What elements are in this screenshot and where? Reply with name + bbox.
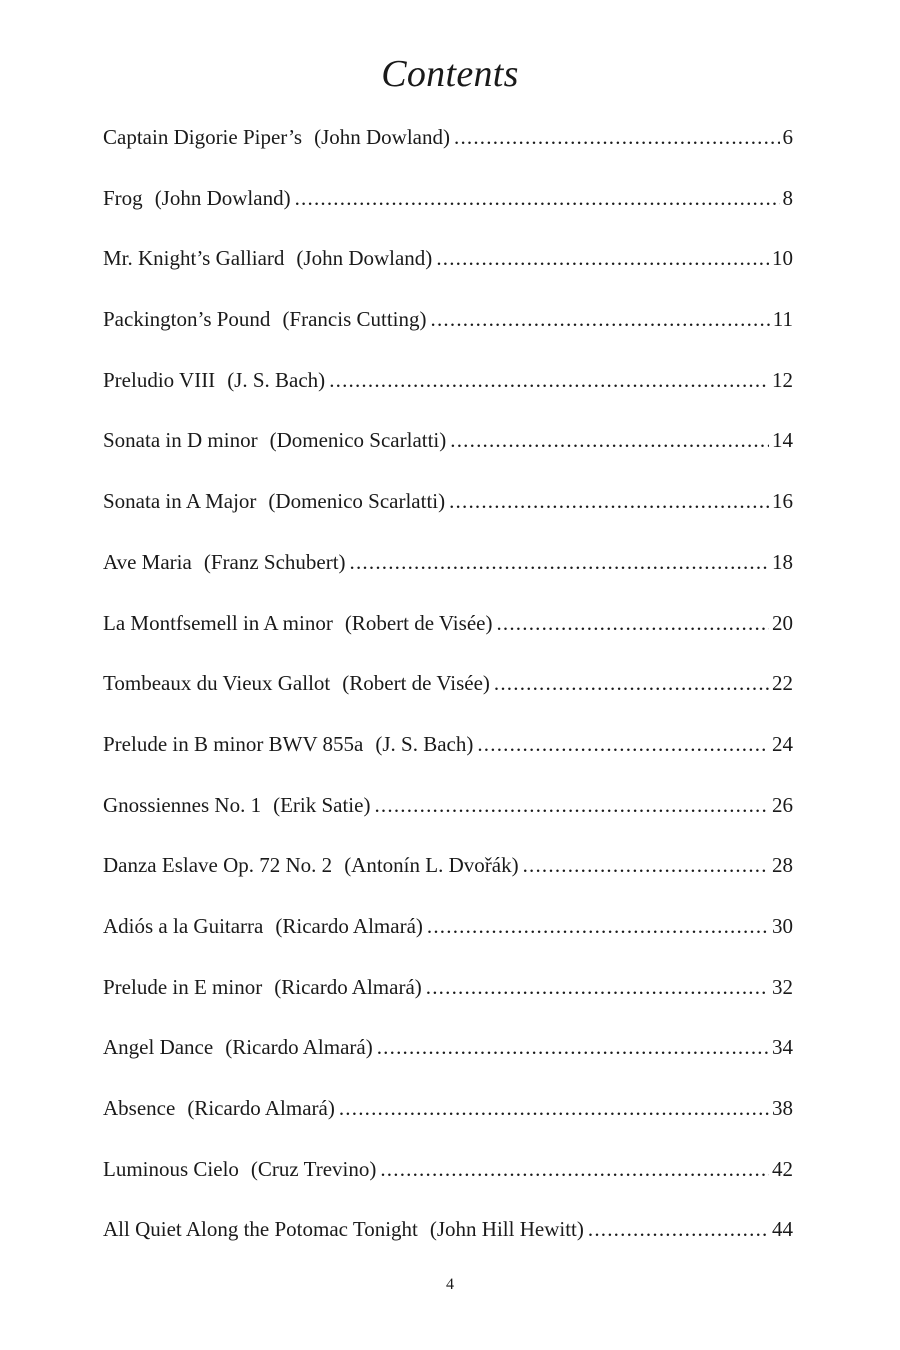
dot-leader — [427, 907, 769, 945]
toc-entry-page: 18 — [772, 549, 793, 574]
dot-leader — [477, 725, 769, 763]
toc-entry-title: Tombeaux du Vieux Gallot — [103, 671, 331, 696]
toc-entry[interactable] — [103, 179, 793, 240]
toc-entry-page: 38 — [772, 1096, 793, 1120]
dot-leader — [588, 1210, 769, 1248]
toc-entry-title: Mr. Knight’s Galliard — [103, 246, 285, 271]
toc-entry-composer: (Erik Satie) — [273, 792, 371, 817]
toc-entry-composer: (Ricardo Almará) — [274, 974, 422, 999]
toc-entry-title: Sonata in A Major — [103, 489, 257, 514]
toc-entry-page: 32 — [772, 974, 793, 999]
toc-entry[interactable] — [103, 300, 793, 361]
dot-leader — [449, 482, 769, 520]
toc-entry[interactable] — [103, 604, 793, 665]
toc-entry-title: Adiós a la Guitarra — [103, 913, 264, 938]
dot-leader — [450, 421, 769, 459]
dot-leader — [496, 604, 769, 642]
dot-leader — [374, 786, 769, 824]
toc-entry-page: 26 — [772, 792, 793, 817]
toc-entry[interactable] — [103, 1210, 793, 1271]
dot-leader — [523, 846, 769, 884]
toc-entry-page: 16 — [772, 489, 793, 514]
toc-entry-page: 12 — [772, 367, 793, 392]
toc-entry-title: Ave Maria — [103, 549, 192, 574]
toc-entry[interactable] — [103, 664, 793, 725]
toc-entry-composer: (Robert de Visée) — [344, 610, 493, 635]
toc-entry-title: All Quiet Along the Potomac Tonight — [103, 1217, 418, 1242]
toc-entry[interactable] — [103, 1150, 793, 1211]
dot-leader — [494, 664, 769, 702]
toc-entry-page: 42 — [772, 1156, 793, 1181]
toc-entry[interactable] — [103, 421, 793, 482]
toc-entry-title: La Montfsemell in A minor — [103, 610, 333, 635]
toc-entry[interactable] — [103, 786, 793, 847]
toc-entry-page: 10 — [772, 246, 793, 271]
toc-entry-composer: (Francis Cutting) — [282, 307, 427, 332]
toc-entry-title: Sonata in D minor — [103, 428, 258, 453]
toc-entry-composer: (Ricardo Almará) — [275, 913, 423, 938]
toc-entry-page: 44 — [772, 1217, 793, 1242]
page-title: Contents — [381, 53, 519, 95]
toc-entry-title: Prelude in B minor BWV 855a — [103, 731, 364, 756]
toc-entry[interactable] — [103, 239, 793, 300]
dot-leader — [431, 300, 770, 338]
toc-entry-composer: (Robert de Visée) — [342, 671, 490, 696]
dot-leader — [329, 361, 769, 399]
dot-leader — [436, 239, 769, 277]
toc-entry[interactable] — [103, 725, 793, 786]
toc-entry-composer: (Ricardo Almará) — [187, 1096, 335, 1120]
toc-entry[interactable] — [103, 907, 793, 968]
page-number: 4 — [446, 1276, 454, 1293]
toc-entry[interactable] — [103, 1028, 793, 1089]
toc-entry[interactable] — [103, 968, 793, 1029]
dot-leader — [454, 118, 780, 156]
toc-entry-page: 30 — [772, 913, 793, 938]
toc-entry-title: Frog — [103, 185, 143, 210]
toc-entry-composer: (Domenico Scarlatti) — [268, 489, 446, 514]
toc-entry-title: Absence — [103, 1096, 176, 1120]
toc-entry-composer: (Antonín L. Dvořák) — [344, 853, 519, 878]
toc-entry[interactable] — [103, 1089, 793, 1150]
toc-entry-page: 24 — [772, 731, 793, 756]
toc-entry-title: Danza Eslave Op. 72 No. 2 — [103, 853, 333, 878]
toc-entry-composer: (John Dowland) — [296, 246, 433, 271]
toc-entry-composer: (Domenico Scarlatti) — [269, 428, 447, 453]
dot-leader — [380, 1150, 769, 1188]
toc-entry-composer: (Cruz Trevino) — [250, 1156, 377, 1181]
toc-entry-title: Prelude in E minor — [103, 974, 263, 999]
toc-entry[interactable] — [103, 543, 793, 604]
toc-entry-composer: (John Dowland) — [314, 125, 450, 149]
toc-entry-composer: (John Dowland) — [154, 185, 291, 210]
toc-entry-page: 20 — [772, 610, 793, 635]
toc-entry-composer: (John Hill Hewitt) — [429, 1217, 584, 1242]
toc-entry-page: 11 — [772, 307, 793, 332]
dot-leader — [339, 1089, 769, 1127]
toc-entry-title: Angel Dance — [103, 1035, 214, 1060]
dot-leader — [295, 179, 780, 217]
toc-entry-composer: (J. S. Bach) — [227, 367, 326, 392]
toc-entry-title: Captain Digorie Piper’s — [103, 125, 303, 149]
toc-entry-page: 22 — [772, 671, 793, 696]
toc-entry-composer: (J. S. Bach) — [375, 731, 474, 756]
dot-leader — [377, 1028, 769, 1066]
table-of-contents — [103, 118, 793, 1271]
toc-entry-title: Preludio VIII — [103, 367, 216, 392]
toc-entry-page: 8 — [782, 185, 793, 210]
toc-entry[interactable] — [103, 118, 793, 179]
toc-entry-composer: (Ricardo Almará) — [225, 1035, 373, 1060]
toc-entry-composer: (Franz Schubert) — [203, 549, 346, 574]
toc-entry-title: Gnossiennes No. 1 — [103, 792, 262, 817]
toc-entry-page: 6 — [782, 125, 793, 149]
toc-entry[interactable] — [103, 361, 793, 422]
toc-entry-page: 28 — [772, 853, 793, 878]
dot-leader — [350, 543, 769, 581]
dot-leader — [426, 968, 769, 1006]
toc-entry-title: Packington’s Pound — [103, 307, 271, 332]
toc-entry[interactable] — [103, 846, 793, 907]
toc-entry[interactable] — [103, 482, 793, 543]
toc-entry-page: 34 — [772, 1035, 793, 1060]
toc-entry-title: Luminous Cielo — [103, 1156, 239, 1181]
toc-entry-page: 14 — [772, 428, 793, 453]
